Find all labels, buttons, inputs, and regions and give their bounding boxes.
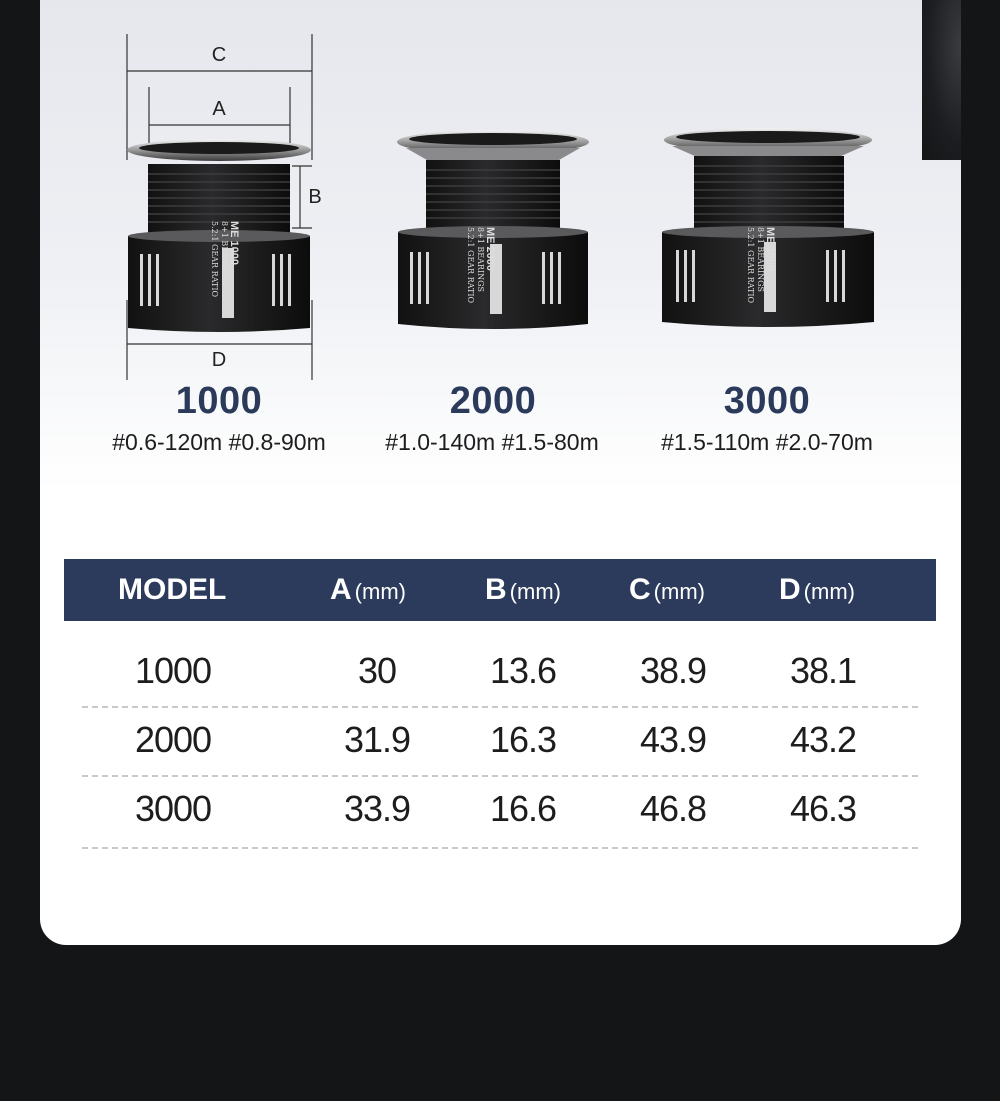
spool-badge-2000: ME 2000: [484, 227, 496, 272]
header-model: MODEL: [118, 573, 227, 606]
dimension-label-b: B: [308, 186, 322, 208]
cell-c: 43.9: [639, 719, 707, 760]
row-divider: [82, 847, 918, 849]
spool-print-line2-2000: 5.2:1 GEAR RATIO: [466, 227, 475, 304]
cell-b: 16.3: [489, 719, 557, 760]
dimension-label-d: D: [211, 349, 227, 371]
cell-d: 43.2: [789, 719, 857, 760]
spool-print-line2-3000: 5.2:1 GEAR RATIO: [746, 227, 755, 304]
spool-badge-1000: ME 1000: [228, 221, 240, 266]
model-label-2000: 2000: [449, 380, 537, 422]
dimension-label-a: A: [212, 98, 226, 120]
line-capacity-2000: #1.0-140m #1.5-80m: [385, 429, 599, 455]
spool-print-line1-1000: 8+1 BEARINGS: [220, 221, 229, 286]
spool-print-1000: [209, 221, 239, 321]
spool-print-line1-2000: 8+1 BEARINGS: [476, 227, 485, 292]
line-capacity-3000: #1.5-110m #2.0-70m: [661, 429, 873, 455]
row-divider: [82, 775, 918, 777]
spool-badge-3000: ME 3000: [764, 227, 776, 272]
cell-a: 33.9: [343, 788, 411, 829]
header-a: A (mm): [330, 573, 406, 606]
spool-print-2000: [465, 227, 495, 327]
spool-print-line1-3000: 8+1 BEARINGS: [756, 227, 765, 292]
spool-print-line2-1000: 5.2:1 GEAR RATIO: [210, 221, 219, 298]
dimension-label-c: C: [211, 44, 227, 66]
header-c: C (mm): [629, 573, 705, 606]
spec-table-header: [64, 559, 936, 621]
model-label-3000: 3000: [723, 380, 811, 422]
spool-print-3000: [745, 227, 775, 327]
cell-model: 2000: [134, 719, 212, 760]
cell-model: 3000: [134, 788, 212, 829]
cell-d: 46.3: [789, 788, 857, 829]
cell-c: 38.9: [639, 650, 707, 691]
header-b: B (mm): [485, 573, 561, 606]
model-label-1000: 1000: [175, 380, 263, 422]
cell-b: 16.6: [489, 788, 557, 829]
cell-model: 1000: [134, 650, 212, 691]
row-divider: [82, 706, 918, 708]
cell-b: 13.6: [489, 650, 557, 691]
line-capacity-1000: #0.6-120m #0.8-90m: [112, 429, 326, 455]
cell-c: 46.8: [639, 788, 707, 829]
header-d: D (mm): [779, 573, 855, 606]
cell-a: 30: [357, 650, 397, 691]
cell-d: 38.1: [789, 650, 857, 691]
cell-a: 31.9: [343, 719, 411, 760]
